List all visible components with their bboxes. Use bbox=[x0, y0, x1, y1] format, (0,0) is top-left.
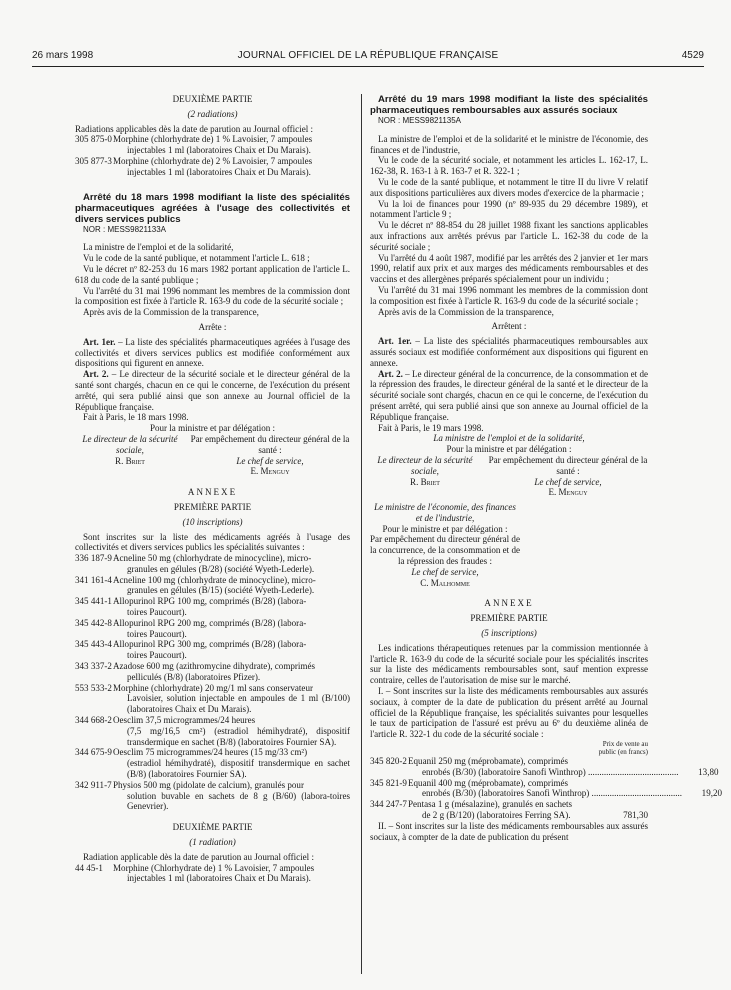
entry-line2: injectables 1 ml (laboratoires Chaix et Du Marais). bbox=[127, 145, 311, 156]
entry-line1: Morphine (chlorhydrate de) 1 % Lavoisier, 7 ampoules bbox=[113, 134, 313, 145]
list-item bbox=[75, 596, 350, 618]
left-column bbox=[75, 94, 350, 884]
fait-a-paris: Fait à Paris, le 19 mars 1998. bbox=[378, 422, 484, 433]
arrete-18-mars-nor: NOR : MESS9821133A bbox=[83, 224, 167, 234]
preamble-line: La ministre de l'emploi et de la solidarité, bbox=[83, 242, 234, 253]
article-1 bbox=[75, 337, 350, 369]
header-page-number: 4529 bbox=[681, 50, 704, 61]
entry-code: 345 442-8 bbox=[75, 617, 112, 628]
part1-intro: Sont inscrites sur la liste des médicaments agréés à l'usage des collectivités et divers services publics les spécialités suivantes : bbox=[75, 531, 350, 553]
entry-code: 44 45-1 bbox=[75, 862, 103, 873]
entry-code: 553 533-2 bbox=[75, 682, 112, 693]
part1-count: (5 inscriptions) bbox=[481, 628, 537, 639]
part2-count: (2 radiations) bbox=[187, 108, 238, 119]
signature-block bbox=[75, 434, 350, 477]
preamble-line: Vu l'arrêté du 4 août 1987, modifié par les arrêtés des 2 janvier et 1er mars 1990, relatif aux prix et aux marges des médicaments remboursables et des vaccins et des allergènes préparés spécialement pour un individu ; bbox=[370, 252, 648, 285]
entry-line2: de 2 g (B/120) (laboratoires Ferring SA). bbox=[422, 810, 571, 821]
part1-heading: PREMIÈRE PARTIE bbox=[470, 613, 548, 624]
article-1-text: – La liste des spécialités pharmaceutiques remboursables aux assurés sociaux est modifiée conformément aux dispositions qui figurent en annexe. bbox=[370, 336, 648, 368]
annexe-heading: ANNEXE bbox=[484, 598, 534, 609]
article-2 bbox=[75, 369, 350, 412]
article-1-label: Art. 1er. bbox=[83, 336, 116, 347]
entry-line2: toires Paucourt). bbox=[127, 628, 187, 639]
part2-heading: DEUXIÈME PARTIE bbox=[172, 94, 253, 104]
list-item bbox=[75, 553, 350, 575]
list-item bbox=[75, 780, 350, 812]
article-1 bbox=[370, 336, 648, 368]
entry-code: 341 161-4 bbox=[75, 574, 112, 585]
minister-2: Le ministre de l'économie, des finances et de l'industrie, bbox=[374, 502, 516, 523]
preamble-line: Vu le code de la santé publique, et notamment l'article L. 618 ; bbox=[83, 253, 310, 264]
entry-line1: Morphine (chlorhydrate) 20 mg/1 ml sans conservateur bbox=[113, 682, 313, 693]
entry-line1: Equanil 250 mg (méprobamate), comprimés bbox=[408, 756, 569, 767]
entry-code: 305 875-0 bbox=[75, 134, 112, 145]
entry-price: 19,20 bbox=[701, 788, 723, 799]
article-2-label: Art. 2. bbox=[378, 368, 403, 379]
entry-line2: solution buvable en sachets de 8 g (B/60) (labora-toires Genevrier). bbox=[127, 790, 350, 812]
preamble-line: Vu l'arrêté du 31 mai 1996 nommant les membres de la commission dont la composition est fixée à l'article R. 163-9 du code de la sécurité sociale ; bbox=[370, 284, 648, 306]
annexe-heading: ANNEXE bbox=[187, 487, 238, 498]
article-2-text: – Le directeur général de la concurrence, de la consommation et de la répression des fraudes, le directeur général de la santé et le directeur de la sécurité sociale sont chargés, chacun en ce qui le concerne, de l'exécution du présent arrêté, qui sera publié ainsi que son annexe au Journal officiel de la République française. bbox=[370, 368, 648, 422]
list-item bbox=[75, 134, 350, 156]
entry-code: 344 247-7 bbox=[370, 799, 407, 810]
header-rule bbox=[32, 66, 704, 67]
list-item bbox=[75, 715, 350, 747]
preamble-line: Vu le décret nº 88-854 du 28 juillet 1988 fixant les sanctions applicables aux infractions aux arrêtés prévus par l'article L. 162-38 du code de la sécurité sociale ; bbox=[370, 220, 648, 252]
part2b-intro: Radiation applicable dès la date de parution au Journal officiel : bbox=[83, 851, 314, 862]
part1-heading: PREMIÈRE PARTIE bbox=[173, 501, 252, 512]
entry-code: 344 675-9 bbox=[75, 747, 112, 758]
arrete-19-mars-nor: NOR : MESS9821135A bbox=[378, 116, 462, 125]
entry-line1: Acneline 50 mg (chlorhydrate de minocycline), micro- bbox=[113, 553, 312, 564]
list-item bbox=[75, 747, 350, 779]
preamble-line: Vu le code de la santé publique, et notamment le titre II du livre V relatif aux dispositions particulières aux divers modes d'exercice de la pharmacie ; bbox=[370, 176, 648, 198]
section-2: II. – Sont inscrites sur la liste des médicaments remboursables aux assurés sociaux, à compter de la date de publication du présent bbox=[370, 820, 648, 842]
fait-a-paris: Fait à Paris, le 18 mars 1998. bbox=[83, 412, 189, 423]
entry-line2: enrobés (B/30) (laboratoires Sanofi Winthrop) ........................................ bbox=[422, 788, 683, 799]
section-1: I. – Sont inscrites sur la liste des médicaments remboursables aux assurés sociaux, à compter de la date de publication du présent arrêté au Journal officiel de la République française, les spécialités suivantes pour lesquelles le taux de participation de l'assuré est prévu au 6º du deuxième alinéa de l'article R. 322-1 du code de la sécurité sociale : bbox=[370, 686, 648, 740]
list-item bbox=[75, 863, 350, 885]
entry-code: 343 337-2 bbox=[75, 661, 112, 672]
page-header bbox=[32, 50, 704, 64]
right-column bbox=[370, 94, 723, 842]
part2-entries bbox=[75, 134, 350, 177]
sig-right-pre: Par empêchement du directeur général de la santé : bbox=[190, 433, 350, 455]
entry-code: 344 668-2 bbox=[75, 715, 112, 726]
entry-line1: Allopurinol RPG 300 mg, comprimés (B/28) (labora- bbox=[113, 639, 307, 650]
entry-line2: toires Paucourt). bbox=[127, 650, 187, 661]
delegation-line: Pour la ministre et par délégation : bbox=[446, 444, 572, 455]
minister-2-block bbox=[370, 502, 520, 588]
preamble-line: Après avis de la Commission de la transparence, bbox=[378, 306, 554, 317]
table-row bbox=[370, 777, 723, 800]
entry-line1: Morphine (chlorhydrate de) 2 % Lavoisier, 7 ampoules bbox=[113, 155, 313, 166]
entry-price: 781,30 bbox=[623, 810, 648, 821]
entry-line1: Morphine (Chlorhydrate de) 1 % Lavoisier, 7 ampoules bbox=[113, 862, 315, 873]
price-table bbox=[370, 756, 723, 821]
sig-left-title: Le directeur de la sécurité sociale, bbox=[377, 454, 473, 476]
entry-code: 336 187-9 bbox=[75, 553, 112, 564]
price-column-header: Prix de vente au public (en francs) bbox=[598, 740, 648, 757]
list-item bbox=[75, 661, 350, 683]
dgccrf-name: C. Malhomme bbox=[420, 577, 470, 588]
table-row bbox=[370, 756, 719, 778]
entry-line1: Physios 500 mg (pidolate de calcium), granulés pour bbox=[113, 779, 304, 790]
entry-line2: enrobés (B/30) (laboratoire Sanofi Winthrop) ........................................ bbox=[422, 766, 679, 777]
entry-line2: granules en gélules (B/15) (société Wyeth-Lederle). bbox=[127, 585, 315, 596]
entry-code: 305 877-3 bbox=[75, 155, 112, 166]
part2b-heading: DEUXIÈME PARTIE bbox=[172, 822, 253, 833]
entry-line1: Allopurinol RPG 100 mg, comprimés (B/28) (labora- bbox=[113, 596, 307, 607]
entry-line1: Oesclim 75 microgrammes/24 heures (15 mg/33 cm²) bbox=[113, 747, 308, 758]
arretent-word: Arrêtent : bbox=[491, 321, 527, 332]
arrete-word: Arrête : bbox=[198, 321, 227, 332]
entry-line1: Allopurinol RPG 200 mg, comprimés (B/28) (labora- bbox=[113, 617, 307, 628]
arrete-18-mars-title: Arrêté du 18 mars 1998 modifiant la liste des spécialités pharmaceutiques agréées à l'usage des collectivités et divers services publics bbox=[75, 191, 350, 225]
sig-right-name: E. Menguy bbox=[548, 487, 588, 498]
table-row bbox=[370, 799, 648, 821]
delegation-line: Pour la ministre et par délégation : bbox=[149, 423, 276, 434]
entry-line2: (estradiol hémihydraté), dispositif transdermique en sachet (B/8) (laboratoires Fournier SA). bbox=[127, 758, 350, 780]
entry-price: 13,80 bbox=[698, 766, 719, 777]
entry-code: 345 443-4 bbox=[75, 639, 112, 650]
entry-line2: injectables 1 ml (laboratoires Chaix et Du Marais). bbox=[127, 166, 311, 177]
entry-line2: injectables 1 ml (laboratoires Chaix et Du Marais). bbox=[127, 873, 311, 884]
annexe-intro: Les indications thérapeutiques retenues par la commission mentionnée à l'article R. 163-9 du code de la sécurité sociale pour les spécialités inscrites sur la liste des médicaments remboursables sont, sauf mention expresse contraire, celles de l'autorisation de mise sur le marché. bbox=[370, 642, 648, 686]
preamble-line: Vu l'arrêté du 31 mai 1996 nommant les membres de la commission dont la composition est fixée à l'article R. 163-9 du code de la sécurité sociale ; bbox=[75, 285, 350, 307]
dgccrf-title: Le chef de service, bbox=[411, 566, 479, 577]
list-item bbox=[75, 618, 350, 640]
sig-left-name: R. Briet bbox=[410, 476, 440, 487]
column-divider bbox=[361, 94, 362, 974]
entry-line2: pelliculés (B/8) (laboratoires Pfizer). bbox=[127, 671, 261, 682]
entry-code: 345 820-2 bbox=[370, 756, 407, 767]
minister-1: La ministre de l'emploi et de la solidarité, bbox=[433, 433, 585, 444]
list-item bbox=[75, 156, 350, 178]
article-1-text: – La liste des spécialités pharmaceutiques agréées à l'usage des collectivités et divers services publics est modifiée conformément aux dispositions qui figurent en annexe. bbox=[75, 336, 350, 369]
article-2-label: Art. 2. bbox=[83, 369, 109, 380]
entry-line1: Pentasa 1 g (mésalazine), granulés en sachets bbox=[408, 799, 573, 810]
entry-line1: Acneline 100 mg (chlorhydrate de minocycline), micro- bbox=[113, 574, 316, 585]
dgccrf-pre: Par empêchement du directeur général de la concurrence, de la consommation et de la répression des fraudes : bbox=[370, 534, 520, 567]
list-item bbox=[75, 575, 350, 597]
sig-left-title: Le directeur de la sécurité sociale, bbox=[82, 433, 178, 455]
header-date: 26 mars 1998 bbox=[32, 50, 94, 61]
part2-intro: Radiations applicables dès la date de parution au Journal officiel : bbox=[75, 123, 313, 134]
signature-block bbox=[370, 455, 648, 498]
part2b-count: (1 radiation) bbox=[189, 837, 236, 848]
entry-line2: granules en gélules (B/28) (société Wyeth-Lederle). bbox=[127, 563, 315, 574]
sig-left-name: R. Briet bbox=[115, 455, 145, 466]
preamble-line: Vu le décret nº 82-253 du 16 mars 1982 portant application de l'article L. 618 du code de la santé publique ; bbox=[75, 263, 350, 285]
entry-line1: Oesclim 37,5 microgrammes/24 heures bbox=[113, 715, 256, 726]
part1-count: (10 inscriptions) bbox=[182, 516, 243, 527]
sig-right-pre: Par empêchement du directeur général de la santé : bbox=[488, 454, 648, 476]
article-1-label: Art. 1er. bbox=[378, 336, 412, 347]
delegation-line-2: Pour le ministre et par délégation : bbox=[382, 523, 508, 534]
preamble-line: La ministre de l'emploi et de la solidarité et le ministre de l'économie, des finances et de l'industrie, bbox=[370, 133, 648, 155]
part1-entries bbox=[75, 553, 350, 812]
list-item bbox=[75, 639, 350, 661]
entry-code: 345 441-1 bbox=[75, 596, 112, 607]
preamble-line: Vu le code de la sécurité sociale, et notamment les articles L. 162-17, L. 162-38, R. 163-1 à R. 163-7 et R. 322-1 ; bbox=[370, 155, 648, 177]
entry-code: 345 821-9 bbox=[370, 777, 407, 788]
arrete-19-mars-title: Arrêté du 19 mars 1998 modifiant la liste des spécialités pharmaceutiques remboursables aux assurés sociaux bbox=[370, 94, 648, 116]
article-2 bbox=[370, 369, 648, 423]
list-item bbox=[75, 683, 350, 715]
entry-line2: Lavoisier, solution injectable en ampoules de 1 ml (B/100) (laboratoires Chaix et Du Marais). bbox=[127, 693, 350, 715]
entry-line2: (7,5 mg/16,5 cm²) (estradiol hémihydraté), dispositif transdermique en sachet (B/8) (laboratoires Fournier SA). bbox=[127, 725, 350, 747]
sig-right-title: Le chef de service, bbox=[236, 455, 304, 466]
preamble-line: Après avis de la Commission de la transparence, bbox=[83, 307, 259, 318]
preamble-line: Vu la loi de finances pour 1990 (nº 89-935 du 29 décembre 1989), et notamment l'article 9 ; bbox=[370, 198, 648, 220]
article-2-text: – Le directeur de la sécurité sociale et le directeur général de la santé sont chargés, chacun en ce qui le concerne, de l'exécution du présent arrêté, qui sera publié ainsi que son annexe au Journal officiel de la République française. bbox=[75, 369, 350, 412]
header-journal-title: JOURNAL OFFICIEL DE LA RÉPUBLIQUE FRANÇAISE bbox=[237, 50, 499, 61]
entry-line1: Azadose 600 mg (azithromycine dihydrate), comprimés bbox=[113, 661, 315, 672]
sig-right-title: Le chef de service, bbox=[534, 476, 602, 487]
entry-line2: toires Paucourt). bbox=[127, 607, 187, 618]
entry-line1: Equanil 400 mg (méprobamate), comprimés bbox=[408, 777, 569, 788]
sig-right-name: E. Menguy bbox=[250, 466, 290, 477]
entry-code: 342 911-7 bbox=[75, 779, 112, 790]
